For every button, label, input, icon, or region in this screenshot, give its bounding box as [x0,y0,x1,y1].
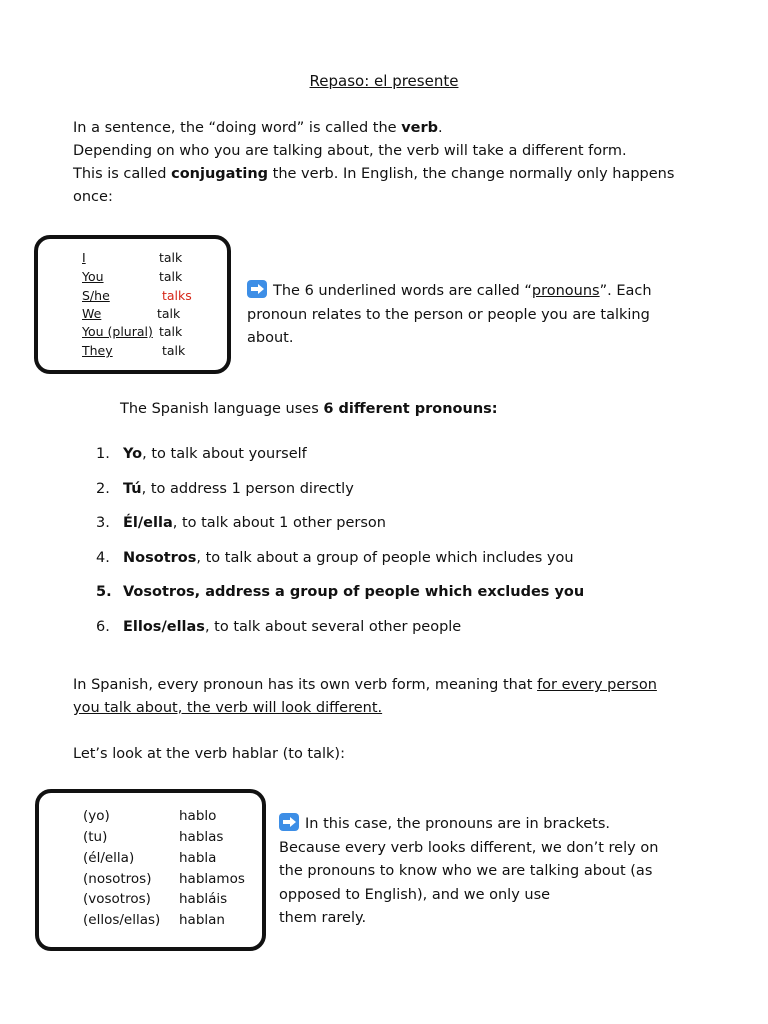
english-verb: talk [162,343,186,358]
list-item: 1. Yo, to talk about yourself [96,446,307,462]
intro-paragraph [73,117,674,209]
english-verb: talk [157,306,181,321]
pronouns-note: The 6 underlined words are called “pronouns”. Each pronoun relates to the person or people you are talking about. [247,280,652,351]
hablar-verb: hablas [179,829,224,845]
list-item: 4. Nosotros, to talk about a group of people which includes you [96,549,574,566]
hablar-verb: hablo [179,808,217,824]
brackets-note: In this case, the pronouns are in brackets. Because every verb looks different, we don’t rely on the pronouns to know who we are talking about (as opposed to English), and we only use them rarely. [279,813,658,931]
hablar-verb: hablamos [179,871,245,887]
hablar-verb: hablan [179,912,225,928]
pronouns-term: pronouns [531,283,600,299]
english-verb: talk [159,324,183,339]
right-arrow-icon [279,813,299,831]
hablar-pronoun: (ellos/ellas) [83,912,161,928]
every-pronoun-paragraph: In Spanish, every pronoun has its own verb form, meaning that for every person you talk about, the verb will look different. [73,677,657,716]
list-item: 6. Ellos/ellas, to talk about several other people [96,618,462,635]
hablar-pronoun: (yo) [83,808,110,824]
english-verb: talk [159,269,183,284]
english-verb-highlight: talks [162,288,192,303]
english-row: You [82,269,104,284]
page-title: Repaso: el presente [309,72,459,90]
hablar-pronoun: (él/ella) [83,850,135,866]
list-item: 2. Tú, to address 1 person directly [96,480,354,497]
hablar-intro: Let’s look at the verb hablar (to talk): [73,746,345,762]
intro-line-4: once: [73,189,113,205]
intro-line-3: This is called conjugating the verb. In English, the change normally only happens [73,166,675,182]
english-pronoun-box [34,235,231,374]
hablar-verb: habláis [179,891,228,907]
english-row: I [82,250,86,265]
list-item: 3. Él/ella, to talk about 1 other person [96,515,386,532]
hablar-pronoun: (nosotros) [83,871,152,887]
english-row: S/he [82,288,110,303]
spanish-intro: The Spanish language uses 6 different pronouns: [120,401,498,417]
hablar-pronoun: (tu) [83,829,108,845]
english-row: They [82,343,113,358]
intro-line-1: In a sentence, the “doing word” is called the verb. [73,120,443,136]
intro-line-2: Depending on who you are talking about, the verb will take a different form. [73,143,627,159]
hablar-verb: habla [179,850,217,866]
pronoun-list [96,443,584,651]
hablar-pronoun: (vosotros) [83,891,151,907]
english-row: We [82,306,102,321]
list-item: 5. Vosotros, address a group of people which excludes you [96,584,585,601]
english-row: You (plural) [82,324,153,339]
english-verb: talk [159,250,183,265]
right-arrow-icon [247,280,267,298]
